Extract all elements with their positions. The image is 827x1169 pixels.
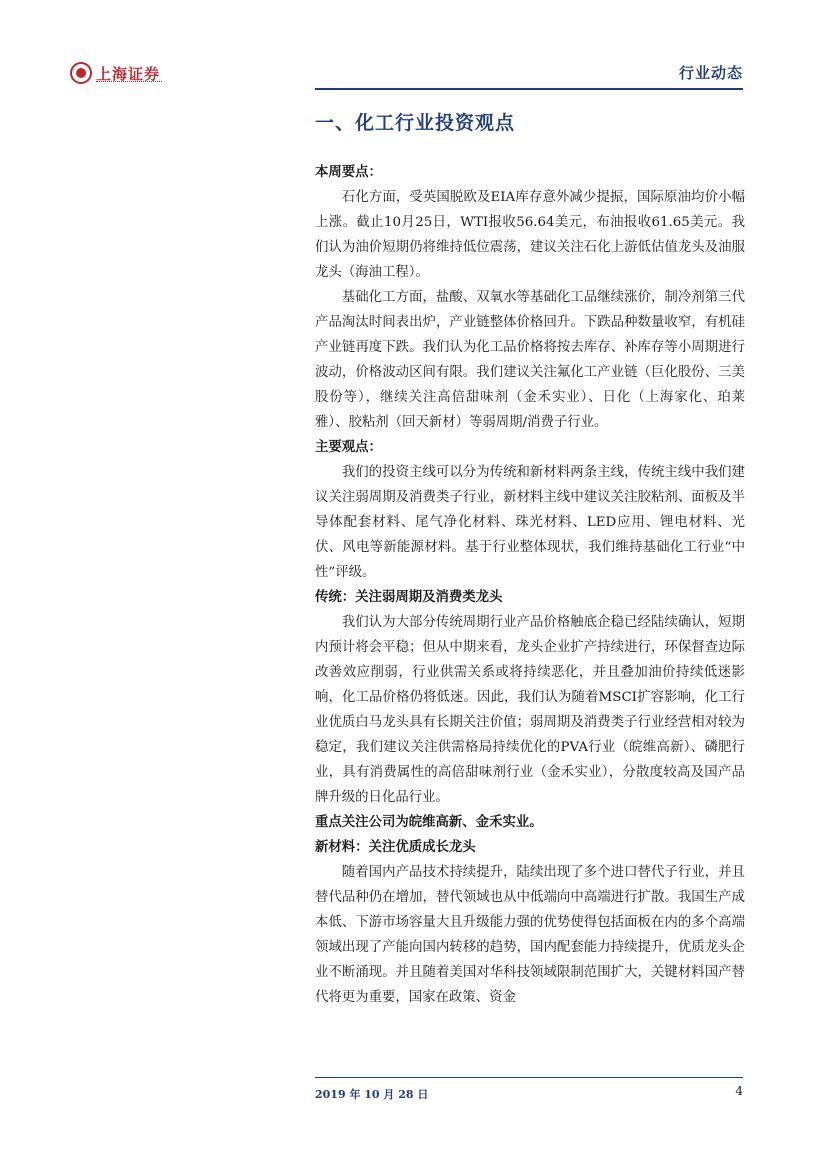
company-logo — [70, 60, 165, 90]
weekly-paragraph-basic-chem: 基础化工方面，盐酸、双氧水等基础化工品继续涨价，制冷剂第三代产品淘汰时间表出炉，产业链整体价格回升。下跌品种数量收窄，有机硅产业链再度下跌。我们认为化工品价格将按去库存、补库存等小周期进行波动，价格波动区间有限。我们建议关注氟化工产业链（巨化股份、三美股份等），继续关注高倍甜味剂（金禾实业）、日化（上海家化、珀莱雅）、胶粘剂（回天新材）等弱周期/消费子行业。 — [315, 290, 745, 430]
main-views-heading: 主要观点： — [315, 439, 382, 455]
header-divider — [315, 88, 743, 90]
footer-divider — [315, 1077, 743, 1078]
new-materials-paragraph: 随着国内产品技术持续提升，陆续出现了多个进口替代子行业，并且替代品种仍在增加，替代领域也从中低端向中高端进行扩散。我国生产成本低、下游市场容量大且升级能力强的优势使得包括面板在内的多个高端领域出现了产能向国内转移的趋势，国内配套能力持续提升，优质龙头企业不断涌现。并且随着美国对华科技领域限制范围扩大，关键材料国产替代将更为重要，国家在政策、资金 — [315, 865, 745, 1005]
weekly-paragraph-petrochem: 石化方面，受英国脱欧及EIA库存意外减少提振，国际原油均价小幅上涨。截止10月25日，WTI报收56.64美元，布油报收61.65美元。我们认为油价短期仍将维持低位震荡，建议关注石化上游低估值龙头及油服龙头（海油工程）。 — [315, 190, 745, 280]
new-materials-heading: 新材料：关注优质成长龙头 — [315, 839, 476, 855]
report-date: 2019 年 10 月 28 日 — [315, 1088, 429, 1101]
traditional-paragraph: 我们认为大部分传统周期行业产品价格触底企稳已经陆续确认，短期内预计将会平稳；但从中期来看，龙头企业扩产持续进行，环保督查边际改善效应削弱，行业供需关系或将持续恶化，并且叠加油价持续低迷影响，化工品价格仍将低迷。因此，我们认为随着MSCI扩容影响，化工行业优质白马龙头具有长期关注价值；弱周期及消费类子行业经营相对较为稳定，我们建议关注供需格局持续优化的PVA行业（皖维高新）、磷肥行业，具有消费属性的高倍甜味剂行业（金禾实业），分散度较高及国产品牌升级的日化品行业。 — [315, 615, 745, 805]
page-number: 4 — [735, 1084, 743, 1098]
main-views-paragraph: 我们的投资主线可以分为传统和新材料两条主线，传统主线中我们建议关注弱周期及消费类子行业，新材料主线中建议关注胶粘剂、面板及半导体配套材料、尾气净化材料、珠光材料、LED应用、锂电材料、光伏、风电等新能源材料。基于行业整体现状，我们维持基础化工行业“中性”评级。 — [315, 465, 745, 580]
traditional-heading: 传统：关注弱周期及消费类龙头 — [315, 589, 503, 605]
report-type-tag: 行业动态 — [678, 64, 743, 82]
section-title: 一、化工行业投资观点 — [315, 112, 516, 134]
logo-emblem-icon — [70, 62, 92, 84]
logo-underline — [96, 81, 162, 85]
logo-text: 上海证券 — [96, 65, 161, 83]
weekly-points-heading: 本周要点： — [315, 164, 382, 180]
report-body — [315, 160, 745, 1010]
traditional-focus-companies: 重点关注公司为皖维高新、金禾实业。 — [315, 814, 543, 830]
